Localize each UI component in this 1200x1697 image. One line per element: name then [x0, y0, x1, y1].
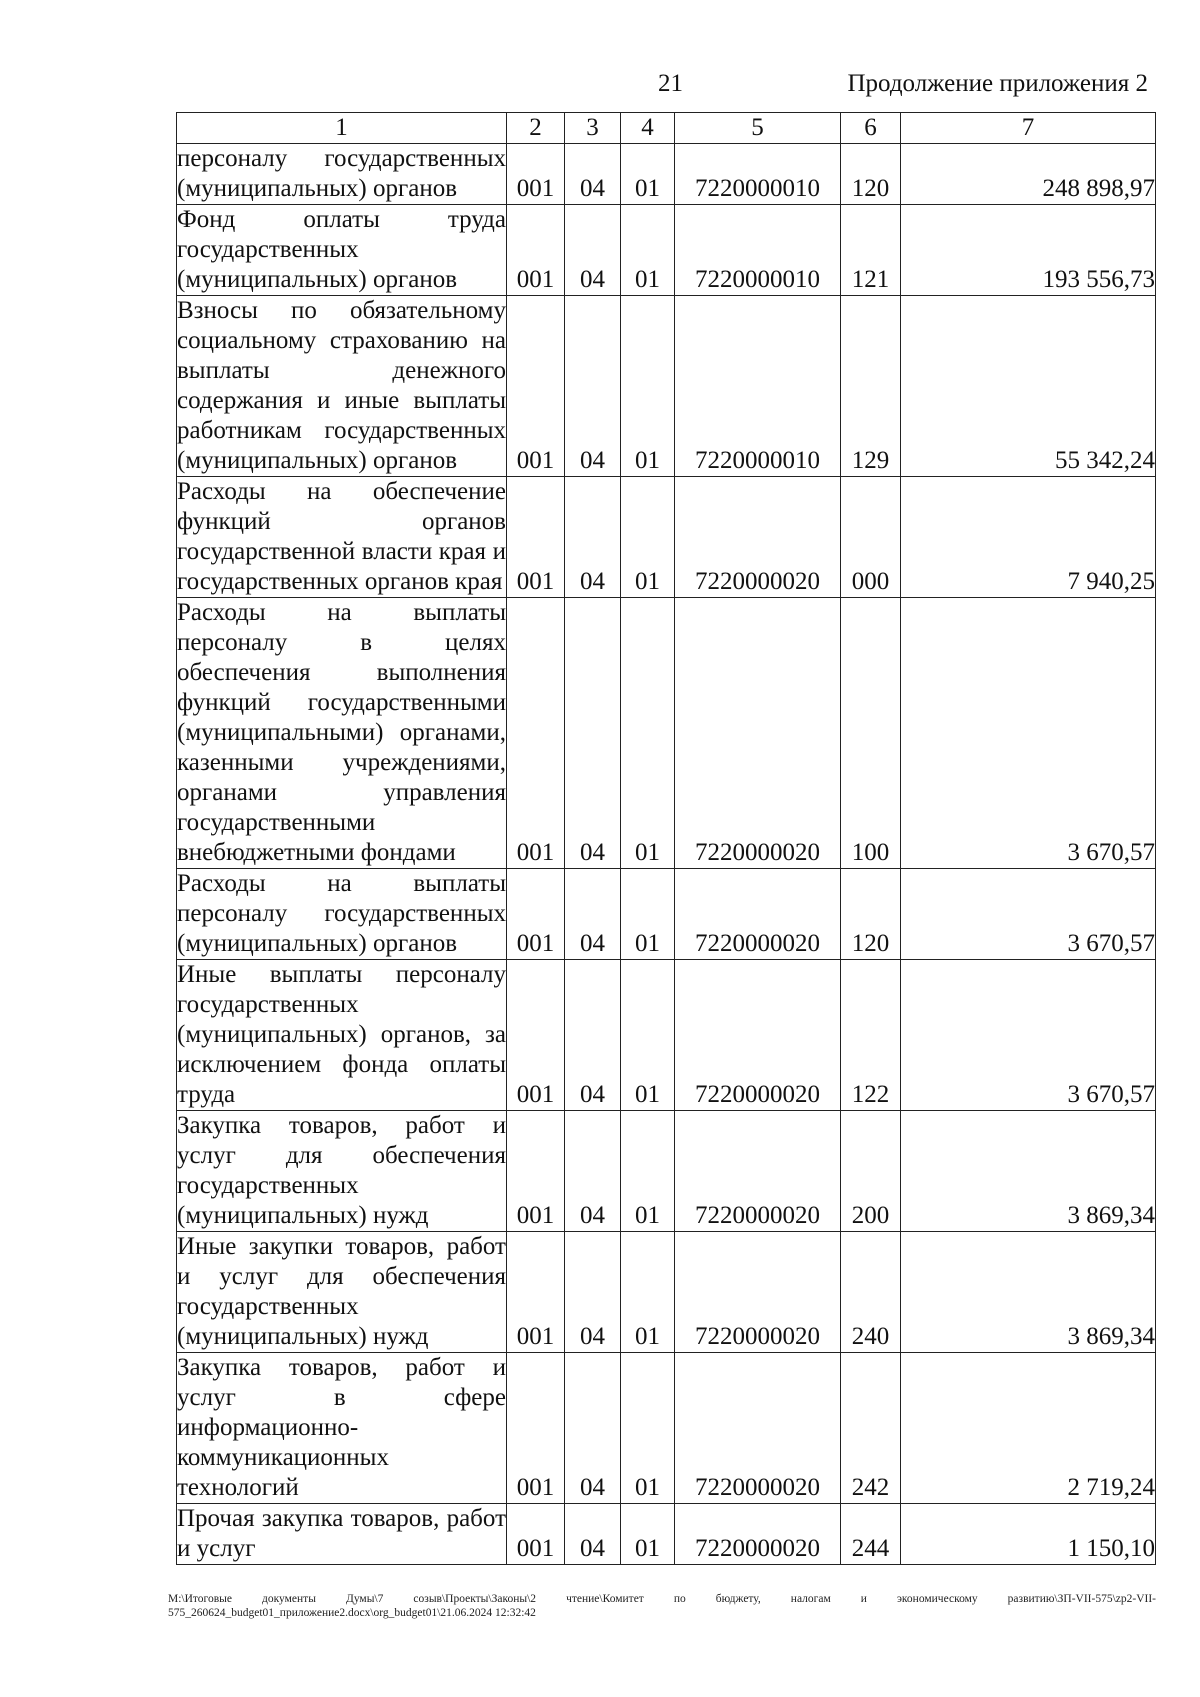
expense-name-cell	[177, 477, 507, 598]
table-row	[177, 1504, 1156, 1565]
expense-name: Иные закупки товаров, работ и услуг для обеспечения государственных (муниципальных) нужд	[177, 1233, 506, 1350]
table-row	[177, 960, 1156, 1111]
column-header: 4	[621, 113, 675, 144]
code-cell-c3: 04	[565, 144, 621, 205]
code-cell-c2: 001	[507, 1111, 565, 1232]
column-header: 3	[565, 113, 621, 144]
code-cell-c2: 001	[507, 144, 565, 205]
code-cell-c6: 000	[841, 477, 901, 598]
code-cell-c4: 01	[621, 144, 675, 205]
code-cell-c4: 01	[621, 1353, 675, 1504]
amount-cell: 3 670,57	[901, 869, 1156, 960]
table-row	[177, 1111, 1156, 1232]
code-cell-c6: 100	[841, 598, 901, 869]
code-cell-c3: 04	[565, 205, 621, 296]
code-cell-c5: 7220000020	[675, 1504, 841, 1565]
code-cell-c6: 121	[841, 205, 901, 296]
table-row	[177, 1232, 1156, 1353]
table-row	[177, 1353, 1156, 1504]
expense-name: персоналу государственных (муниципальных) органов	[177, 145, 506, 202]
table-row	[177, 144, 1156, 205]
code-cell-c4: 01	[621, 296, 675, 477]
code-cell-c2: 001	[507, 1232, 565, 1353]
expense-name-cell	[177, 144, 507, 205]
expense-name-cell	[177, 869, 507, 960]
expense-name: Расходы на выплаты персоналу государственных (муниципальных) органов	[177, 870, 506, 957]
expense-name: Взносы по обязательному социальному страхованию на выплаты денежного содержания и иные выплаты работникам государственных (муниципальных) органов	[177, 297, 506, 474]
expense-name: Закупка товаров, работ и услуг в сфере информационно-коммуникационных технологий	[177, 1354, 506, 1501]
column-header: 5	[675, 113, 841, 144]
code-cell-c5: 7220000020	[675, 477, 841, 598]
amount-cell: 3 670,57	[901, 598, 1156, 869]
code-cell-c2: 001	[507, 296, 565, 477]
code-cell-c3: 04	[565, 960, 621, 1111]
expense-name: Прочая закупка товаров, работ и услуг	[177, 1505, 506, 1562]
table-row	[177, 296, 1156, 477]
code-cell-c3: 04	[565, 869, 621, 960]
code-cell-c2: 001	[507, 477, 565, 598]
code-cell-c5: 7220000020	[675, 598, 841, 869]
table-row	[177, 477, 1156, 598]
code-cell-c4: 01	[621, 1504, 675, 1565]
code-cell-c2: 001	[507, 960, 565, 1111]
code-cell-c6: 242	[841, 1353, 901, 1504]
code-cell-c3: 04	[565, 1353, 621, 1504]
code-cell-c2: 001	[507, 869, 565, 960]
code-cell-c3: 04	[565, 296, 621, 477]
amount-cell: 3 869,34	[901, 1232, 1156, 1353]
file-path-footer: M:\Итоговые документы Думы\7 созыв\Проекты\Законы\2 чтение\Комитет по бюджету, налогам и экономическому развитию\ЗП-VII-575\zp2-VII-575_260624_budget01_приложение2.docx\org_budget01\21.06.2024 12:32:42	[168, 1593, 1156, 1619]
amount-cell: 1 150,10	[901, 1504, 1156, 1565]
header-row	[177, 113, 1156, 144]
column-header: 2	[507, 113, 565, 144]
expense-name: Расходы на выплаты персоналу в целях обеспечения выполнения функций государственными (муниципальными) органами, казенными учреждениями, органами управления государственными внебюджетными фондами	[177, 599, 506, 866]
code-cell-c6: 129	[841, 296, 901, 477]
code-cell-c3: 04	[565, 477, 621, 598]
amount-cell: 2 719,24	[901, 1353, 1156, 1504]
code-cell-c4: 01	[621, 869, 675, 960]
code-cell-c6: 200	[841, 1111, 901, 1232]
code-cell-c6: 244	[841, 1504, 901, 1565]
budget-table	[176, 112, 1156, 1565]
amount-cell: 55 342,24	[901, 296, 1156, 477]
expense-name: Закупка товаров, работ и услуг для обеспечения государственных (муниципальных) нужд	[177, 1112, 506, 1229]
amount-cell: 3 670,57	[901, 960, 1156, 1111]
expense-name-cell	[177, 205, 507, 296]
column-header: 1	[177, 113, 507, 144]
column-header: 7	[901, 113, 1156, 144]
page-number: 21	[658, 70, 683, 97]
table-row	[177, 869, 1156, 960]
code-cell-c3: 04	[565, 1111, 621, 1232]
code-cell-c6: 240	[841, 1232, 901, 1353]
code-cell-c5: 7220000020	[675, 1111, 841, 1232]
expense-name: Расходы на обеспечение функций органов государственной власти края и государственных органов края	[177, 478, 506, 595]
expense-name: Фонд оплаты труда государственных (муниципальных) органов	[177, 206, 506, 293]
expense-name: Иные выплаты персоналу государственных (муниципальных) органов, за исключением фонда оплаты труда	[177, 961, 506, 1108]
code-cell-c2: 001	[507, 1504, 565, 1565]
code-cell-c6: 120	[841, 144, 901, 205]
table-row	[177, 598, 1156, 869]
code-cell-c2: 001	[507, 1353, 565, 1504]
expense-name-cell	[177, 1353, 507, 1504]
code-cell-c6: 122	[841, 960, 901, 1111]
amount-cell: 193 556,73	[901, 205, 1156, 296]
expense-name-cell	[177, 1232, 507, 1353]
column-header: 6	[841, 113, 901, 144]
code-cell-c4: 01	[621, 1232, 675, 1353]
amount-cell: 7 940,25	[901, 477, 1156, 598]
code-cell-c4: 01	[621, 205, 675, 296]
code-cell-c5: 7220000020	[675, 869, 841, 960]
code-cell-c4: 01	[621, 477, 675, 598]
code-cell-c5: 7220000010	[675, 205, 841, 296]
code-cell-c5: 7220000010	[675, 144, 841, 205]
code-cell-c2: 001	[507, 205, 565, 296]
code-cell-c3: 04	[565, 598, 621, 869]
continuation-label: Продолжение приложения 2	[847, 70, 1148, 97]
expense-name-cell	[177, 598, 507, 869]
code-cell-c3: 04	[565, 1232, 621, 1353]
code-cell-c2: 001	[507, 598, 565, 869]
code-cell-c5: 7220000020	[675, 1353, 841, 1504]
expense-name-cell	[177, 1111, 507, 1232]
expense-name-cell	[177, 960, 507, 1111]
code-cell-c5: 7220000010	[675, 296, 841, 477]
code-cell-c4: 01	[621, 598, 675, 869]
expense-name-cell	[177, 1504, 507, 1565]
code-cell-c4: 01	[621, 960, 675, 1111]
table-row	[177, 205, 1156, 296]
code-cell-c3: 04	[565, 1504, 621, 1565]
expense-name-cell	[177, 296, 507, 477]
code-cell-c5: 7220000020	[675, 1232, 841, 1353]
code-cell-c5: 7220000020	[675, 960, 841, 1111]
code-cell-c4: 01	[621, 1111, 675, 1232]
amount-cell: 248 898,97	[901, 144, 1156, 205]
amount-cell: 3 869,34	[901, 1111, 1156, 1232]
code-cell-c6: 120	[841, 869, 901, 960]
